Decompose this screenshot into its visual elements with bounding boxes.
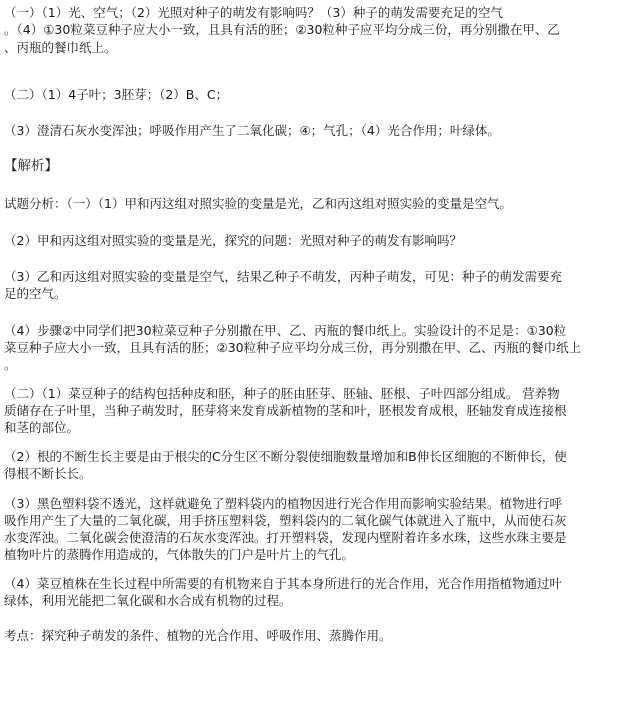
analysis-p3-line-1: （3）乙和丙这组对照实验的变量是空气，结果乙种子不萌发，丙种子萌发，可见：种子的萌发需要充 <box>4 269 562 284</box>
key-points: 考点：探究种子萌发的条件、植物的光合作用、呼吸作用、蒸腾作用。 <box>4 628 392 643</box>
analysis-p5-line-2: 质储存在子叶里，当种子萌发时，胚芽将来发育成新植物的茎和叶，胚根发育成根，胚轴发育成连接根 <box>4 403 567 418</box>
analysis-p1: 试题分析：（一）（1）甲和丙这组对照实验的变量是光，乙和丙这组对照实验的变量是空气。 <box>4 196 512 211</box>
analysis-p6-line-2: 得根不断长长。 <box>4 466 92 481</box>
answer-line-3: 、丙瓶的餐巾纸上。 <box>4 40 117 55</box>
analysis-p3-line-2: 足的空气。 <box>4 286 67 301</box>
analysis-heading: 【解析】 <box>4 158 58 174</box>
analysis-p8-line-1: （4）菜豆植株在生长过程中所需要的有机物来自于其本身所进行的光合作用，光合作用指植物通过叶 <box>4 576 562 591</box>
answer-part-3: （3）澄清石灰水变浑浊；呼吸作用产生了二氧化碳；④；气孔；（4）光合作用；叶绿体。 <box>4 123 500 138</box>
analysis-p6-line-1: （2）根的不断生长主要是由于根尖的C分生区不断分裂使细胞数量增加和B伸长区细胞的不断伸长，使 <box>4 449 567 464</box>
analysis-p2: （2）甲和丙这组对照实验的变量是光，探究的问题：光照对种子的萌发有影响吗？ <box>4 233 462 248</box>
analysis-p4-line-1: （4）步骤②中同学们把30粒菜豆种子分别撒在甲、乙、丙瓶的餐巾纸上。实验设计的不足是：①30粒 <box>4 323 567 338</box>
analysis-p8-line-2: 绿体，利用光能把二氧化碳和水合成有机物的过程。 <box>4 593 292 608</box>
answer-line-2: 。（4）①30粒菜豆种子应大小一致，且具有活的胚；②30粒种子应平均分成三份，再分别撒在甲、乙 <box>4 22 560 37</box>
analysis-p7-line-2: 吸作用产生了大量的二氧化碳，用手挤压塑料袋，塑料袋内的二氧化碳气体就进入了瓶中，从而使石灰 <box>4 513 567 528</box>
analysis-p5-line-3: 和茎的部位。 <box>4 420 80 435</box>
analysis-p7-line-4: 植物叶片的蒸腾作用造成的，气体散失的门户是叶片上的气孔。 <box>4 547 355 562</box>
analysis-p5-line-1: （二）（1）菜豆种子的结构包括种皮和胚，种子的胚由胚芽、胚轴、胚根、子叶四部分组成。 营养物 <box>4 386 560 401</box>
answer-line-1: （一）（1）光、空气；（2）光照对种子的萌发有影响吗？（3）种子的萌发需要充足的空气 <box>4 5 503 20</box>
analysis-p4-line-3: 。 <box>4 357 17 372</box>
analysis-p7-line-3: 水变浑浊。二氧化碳会使澄清的石灰水变浑浊。打开塑料袋，发现内壁附着许多水珠，这些水珠主要是 <box>4 530 567 545</box>
analysis-p7-line-1: （3）黑色塑料袋不透光，这样就避免了塑料袋内的植物因进行光合作用而影响实验结果。植物进行呼 <box>4 496 562 511</box>
analysis-p4-line-2: 菜豆种子应大小一致，且具有活的胚；②30粒种子应平均分成三份，再分别撒在甲、乙、丙瓶的餐巾纸上 <box>4 340 582 355</box>
answer-part-2: （二）（1）4子叶；3胚芽；（2）B、C； <box>4 87 229 102</box>
